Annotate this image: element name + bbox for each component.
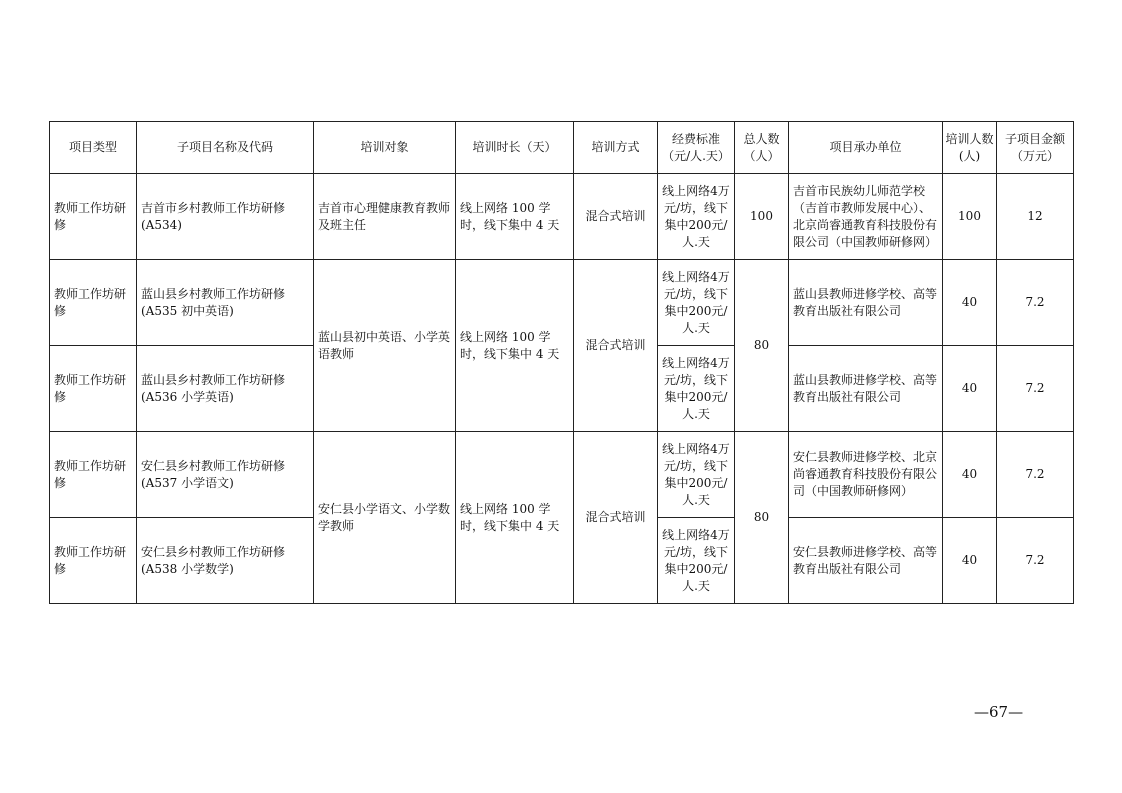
header-cell: 项目承办单位 <box>789 122 943 174</box>
header-cell: 培训对象 <box>314 122 456 174</box>
project-type-cell: 教师工作坊研修 <box>50 174 137 260</box>
subproject-name-cell: 蓝山县乡村教师工作坊研修(A535 初中英语) <box>137 260 314 346</box>
mode-cell: 混合式培训 <box>574 432 658 604</box>
subproject-name-cell: 安仁县乡村教师工作坊研修(A537 小学语文) <box>137 432 314 518</box>
header-row <box>50 122 1074 174</box>
amount-cell: 7.2 <box>997 518 1074 604</box>
count-cell: 40 <box>943 260 997 346</box>
org-cell: 蓝山县教师进修学校、高等教育出版社有限公司 <box>789 260 943 346</box>
target-cell: 安仁县小学语文、小学数学教师 <box>314 432 456 604</box>
header-cell: 培训人数(人) <box>943 122 997 174</box>
fee-cell: 线上网络4万元/坊，线下集中200元/人.天 <box>658 174 735 260</box>
mode-cell: 混合式培训 <box>574 174 658 260</box>
fee-cell: 线上网络4万元/坊，线下集中200元/人.天 <box>658 346 735 432</box>
project-table <box>49 121 1074 604</box>
org-cell: 安仁县教师进修学校、高等教育出版社有限公司 <box>789 518 943 604</box>
duration-cell: 线上网络 100 学时，线下集中 4 天 <box>456 260 574 432</box>
amount-cell: 7.2 <box>997 346 1074 432</box>
count-cell: 40 <box>943 432 997 518</box>
header-cell: 经费标准（元/人.天） <box>658 122 735 174</box>
subproject-name-cell: 安仁县乡村教师工作坊研修(A538 小学数学) <box>137 518 314 604</box>
header-cell: 项目类型 <box>50 122 137 174</box>
header-cell: 子项目名称及代码 <box>137 122 314 174</box>
mode-cell: 混合式培训 <box>574 260 658 432</box>
amount-cell: 7.2 <box>997 260 1074 346</box>
org-cell: 安仁县教师进修学校、北京尚睿通教育科技股份有限公司（中国教师研修网） <box>789 432 943 518</box>
header-cell: 总人数（人） <box>735 122 789 174</box>
total-cell: 80 <box>735 432 789 604</box>
subproject-name-cell: 吉首市乡村教师工作坊研修(A534) <box>137 174 314 260</box>
org-cell: 吉首市民族幼儿师范学校（吉首市教师发展中心）、北京尚睿通教育科技股份有限公司（中国教师研修网） <box>789 174 943 260</box>
amount-cell: 7.2 <box>997 432 1074 518</box>
fee-cell: 线上网络4万元/坊，线下集中200元/人.天 <box>658 260 735 346</box>
duration-cell: 线上网络 100 学时，线下集中 4 天 <box>456 432 574 604</box>
project-type-cell: 教师工作坊研修 <box>50 518 137 604</box>
project-type-cell: 教师工作坊研修 <box>50 432 137 518</box>
header-cell: 培训时长（天） <box>456 122 574 174</box>
total-cell: 100 <box>735 174 789 260</box>
table-row <box>50 260 1074 346</box>
header-cell: 子项目金额（万元） <box>997 122 1074 174</box>
target-cell: 蓝山县初中英语、小学英语教师 <box>314 260 456 432</box>
header-cell: 培训方式 <box>574 122 658 174</box>
fee-cell: 线上网络4万元/坊，线下集中200元/人.天 <box>658 432 735 518</box>
org-cell: 蓝山县教师进修学校、高等教育出版社有限公司 <box>789 346 943 432</box>
duration-cell: 线上网络 100 学时，线下集中 4 天 <box>456 174 574 260</box>
page-number: —67— <box>974 703 1024 721</box>
count-cell: 40 <box>943 346 997 432</box>
table-row <box>50 174 1074 260</box>
fee-cell: 线上网络4万元/坊，线下集中200元/人.天 <box>658 518 735 604</box>
count-cell: 40 <box>943 518 997 604</box>
subproject-name-cell: 蓝山县乡村教师工作坊研修(A536 小学英语) <box>137 346 314 432</box>
amount-cell: 12 <box>997 174 1074 260</box>
table-row <box>50 432 1074 518</box>
target-cell: 吉首市心理健康教育教师及班主任 <box>314 174 456 260</box>
project-type-cell: 教师工作坊研修 <box>50 260 137 346</box>
total-cell: 80 <box>735 260 789 432</box>
count-cell: 100 <box>943 174 997 260</box>
project-type-cell: 教师工作坊研修 <box>50 346 137 432</box>
